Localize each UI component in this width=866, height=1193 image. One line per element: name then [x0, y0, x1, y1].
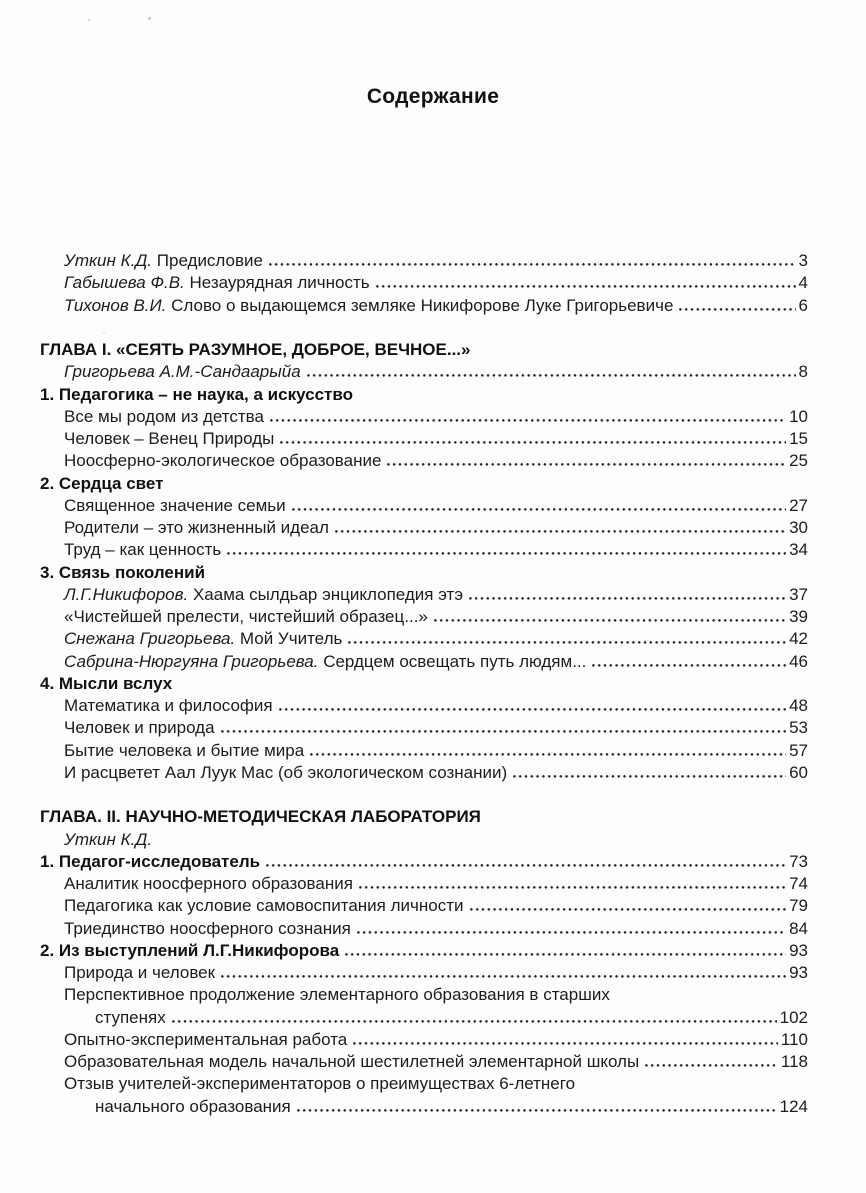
toc-entry-label [64, 1051, 639, 1073]
toc-entry-title: Образовательная модель начальной шестилетней элементарной школы [64, 1052, 640, 1071]
toc-entry-title: Мой Учитель [239, 629, 343, 649]
toc-spacer [0, 317, 866, 339]
toc-entry-title: Триединство ноосферного сознания [64, 918, 351, 938]
toc-author: Уткин К.Д. [64, 251, 153, 270]
toc-entry-label [64, 829, 152, 851]
dot-leader [221, 730, 787, 733]
toc-entry [0, 272, 866, 294]
toc-entry [0, 517, 866, 539]
toc-entry [0, 361, 866, 383]
toc-page-number: 4 [798, 273, 808, 293]
toc-entry [0, 806, 866, 828]
dot-leader [469, 597, 786, 600]
dot-leader [335, 530, 786, 533]
toc-entry-title: 1. Педагог-исследователь [40, 851, 261, 871]
toc-entry-label [64, 1073, 575, 1095]
toc-entry-label [64, 918, 351, 940]
toc-page-number: 93 [789, 963, 808, 982]
toc-entry-title: 2. Сердца свет [40, 473, 164, 493]
toc-entry-label [40, 562, 205, 584]
toc-entry-label [64, 272, 370, 294]
toc-entry-title: Хаама сылдьар энциклопедия этэ [192, 584, 463, 604]
toc-entry-title: Слово о выдающемся земляке Никифорове Луке Григорьевиче [171, 295, 674, 315]
toc-entry-label [40, 473, 163, 495]
toc-entry-label [64, 1029, 347, 1051]
dot-leader [292, 508, 786, 511]
dot-leader [434, 619, 786, 622]
toc-page-number: 74 [789, 874, 808, 893]
toc-entry-title: Опытно-экспериментальная работа [64, 1029, 348, 1049]
toc-entry-title: Все мы родом из детства [64, 406, 264, 426]
toc-entry-label [40, 384, 353, 406]
toc-entry-label [64, 762, 507, 784]
toc-entry [0, 606, 866, 628]
toc-page-number: 6 [798, 295, 808, 315]
toc-entry-title: ступенях [95, 1007, 166, 1027]
toc-page-number: 46 [789, 651, 808, 671]
toc-entry-label [95, 1007, 166, 1029]
toc-entry-label [64, 873, 353, 895]
dot-leader [227, 552, 786, 555]
scan-speck [103, 332, 105, 334]
toc-entry-title: Труд – как ценность [64, 540, 222, 560]
toc-entry-title: начального образования [95, 1096, 291, 1116]
toc-entry [0, 562, 866, 584]
toc-page-number: 34 [789, 540, 808, 560]
toc-entry [0, 717, 866, 739]
toc-entry-title: Бытие человека и бытие мира [64, 740, 305, 760]
toc-entry-label [40, 339, 470, 361]
dot-leader [357, 931, 786, 934]
toc-entry-title: Ноосферно-экологическое образование [64, 451, 382, 471]
dot-leader [353, 1042, 778, 1045]
toc-page-number: 60 [789, 762, 808, 782]
toc-entry [0, 339, 866, 361]
toc-author: Уткин К.Д. [64, 829, 153, 849]
toc-page-number: 48 [789, 696, 808, 715]
toc-page-number: 3 [798, 251, 808, 270]
toc-entry-title: 2. Из выступлений Л.Г.Никифорова [40, 940, 340, 960]
toc-page-number: 84 [789, 918, 808, 938]
toc-entry [0, 918, 866, 940]
toc-entry-label [64, 651, 586, 673]
toc-entry-title: ГЛАВА. II. НАУЧНО-МЕТОДИЧЕСКАЯ ЛАБОРАТОРИЯ [40, 807, 481, 827]
toc-entry-label [64, 361, 301, 383]
scan-speck [88, 19, 90, 21]
toc-entry-title: Священное значение семьи [64, 495, 286, 515]
toc-entry-title: Педагогика как условие самовоспитания личности [64, 896, 464, 916]
toc-entry-title: ГЛАВА I. «СЕЯТЬ РАЗУМНОЕ, ДОБРОЕ, ВЕЧНОЕ...» [40, 340, 471, 359]
toc-entry [0, 1073, 866, 1095]
toc-page-number: 42 [789, 629, 808, 649]
dot-leader [297, 1109, 777, 1112]
toc-entry-title: 1. Педагогика – не наука, а искусство [40, 384, 353, 404]
page-title: Содержание [366, 85, 500, 108]
dot-leader [270, 419, 786, 422]
toc-entry-label [64, 406, 264, 428]
toc-entry-title: 4. Мысли вслух [40, 673, 173, 693]
toc-spacer [0, 784, 866, 806]
toc-page-number: 73 [789, 851, 808, 871]
toc-page-number: 15 [789, 429, 808, 448]
dot-leader [470, 908, 787, 911]
toc-page-number: 93 [789, 940, 808, 960]
toc-entry-label [64, 628, 342, 650]
toc-page-number: 124 [779, 1096, 808, 1116]
toc-entry [0, 1007, 866, 1029]
toc-entry-title: Отзыв учителей-экспериментаторов о преимуществах 6-летнего [64, 1074, 576, 1094]
toc-page-number: 79 [789, 896, 808, 916]
toc-entry [0, 940, 866, 962]
dot-leader [359, 886, 786, 889]
toc-entry-title: Перспективное продолжение элементарного образования в старших [64, 985, 610, 1005]
toc-entry-title: Родители – это жизненный идеал [64, 518, 329, 537]
toc-entry-label [64, 606, 428, 628]
toc-page-number: 25 [789, 451, 808, 471]
toc-author: Тихонов В.И. [64, 295, 167, 315]
toc-page-number: 102 [779, 1007, 808, 1027]
toc-author: Григорьева А.М.-Сандаарыйа [64, 362, 301, 382]
dot-leader [592, 664, 786, 667]
toc-entry-label [40, 806, 481, 828]
toc-entry-title: 3. Связь поколений [40, 562, 206, 582]
toc-entry [0, 984, 866, 1006]
toc-entry [0, 1096, 866, 1118]
toc-entry [0, 1029, 866, 1051]
toc-page-number: 8 [798, 362, 808, 382]
dot-leader [310, 753, 786, 756]
toc-entry-title: Человек и природа [64, 718, 215, 738]
toc-author: Снежана Григорьева. [64, 629, 236, 649]
toc-entry-label [40, 673, 172, 695]
toc-entry-label [64, 495, 286, 517]
dot-leader [376, 285, 796, 288]
toc-page-number: 39 [789, 607, 808, 626]
toc-entry [0, 762, 866, 784]
toc-entry-label [64, 984, 610, 1006]
toc-entry [0, 673, 866, 695]
toc-entry-title: Природа и человек [64, 963, 216, 982]
toc-entry-label [64, 740, 304, 762]
dot-leader [280, 441, 786, 444]
toc-entry [0, 962, 866, 984]
toc-entry [0, 873, 866, 895]
dot-leader [387, 463, 786, 466]
toc-entry [0, 651, 866, 673]
dot-leader [513, 775, 786, 778]
toc-page-number: 110 [780, 1029, 808, 1049]
toc-entry-title: «Чистейшей прелести, чистейший образец...» [64, 607, 428, 626]
toc-entry-label [64, 517, 329, 539]
toc-list [0, 250, 866, 1118]
toc-entry [0, 628, 866, 650]
toc-entry-label [64, 428, 274, 450]
toc-page-number: 37 [789, 584, 808, 604]
toc-entry [0, 428, 866, 450]
dot-leader [679, 308, 795, 311]
toc-entry [0, 1051, 866, 1073]
toc-page-number: 53 [789, 718, 808, 738]
toc-entry-title: Человек – Венец Природы [64, 429, 275, 448]
toc-page-number: 10 [789, 406, 808, 426]
toc-entry [0, 895, 866, 917]
toc-entry [0, 695, 866, 717]
toc-entry [0, 495, 866, 517]
toc-entry [0, 851, 866, 873]
toc-entry-label [95, 1096, 291, 1118]
dot-leader [348, 641, 786, 644]
toc-entry [0, 250, 866, 272]
dot-leader [279, 708, 786, 711]
scan-speck [148, 17, 151, 20]
toc-entry [0, 384, 866, 406]
toc-entry-title: Незаурядная личность [189, 273, 370, 293]
toc-page-number: 27 [789, 495, 808, 515]
toc-entry [0, 539, 866, 561]
toc-entry-label [40, 940, 339, 962]
toc-entry-label [64, 450, 381, 472]
toc-entry-label [64, 250, 263, 272]
toc-entry [0, 473, 866, 495]
toc-page-number: 30 [789, 518, 808, 537]
dot-leader [269, 263, 796, 266]
toc-entry [0, 829, 866, 851]
toc-entry-title: Математика и философия [64, 696, 273, 715]
dot-leader [172, 1020, 777, 1023]
toc-entry [0, 740, 866, 762]
toc-entry-label [64, 695, 273, 717]
toc-entry [0, 295, 866, 317]
toc-entry-label [64, 895, 464, 917]
toc-page-number: 57 [789, 740, 808, 760]
toc-page-number: 118 [780, 1052, 808, 1071]
dot-leader [307, 374, 796, 377]
toc-entry [0, 406, 866, 428]
toc-entry-label [64, 295, 673, 317]
toc-entry-label [40, 851, 260, 873]
toc-entry-title: Предисловие [156, 251, 263, 270]
toc-entry-title: Аналитик ноосферного образования [64, 874, 353, 893]
toc-author: Сабрина-Нюргуяна Григорьева. [64, 651, 319, 671]
dot-leader [266, 864, 786, 867]
toc-entry-label [64, 962, 215, 984]
toc-entry [0, 584, 866, 606]
toc-entry-label [64, 717, 215, 739]
toc-entry [0, 450, 866, 472]
dot-leader [645, 1064, 778, 1067]
toc-entry-title: Сердцем освещать путь людям... [323, 651, 587, 671]
toc-author: Габышева Ф.В. [64, 273, 185, 293]
toc-entry-title: И расцветет Аал Луук Мас (об экологическом сознании) [64, 762, 508, 782]
toc-author: Л.Г.Никифоров. [64, 584, 189, 604]
dot-leader [221, 975, 786, 978]
toc-entry-label [64, 584, 463, 606]
dot-leader [345, 953, 786, 956]
toc-entry-label [64, 539, 221, 561]
